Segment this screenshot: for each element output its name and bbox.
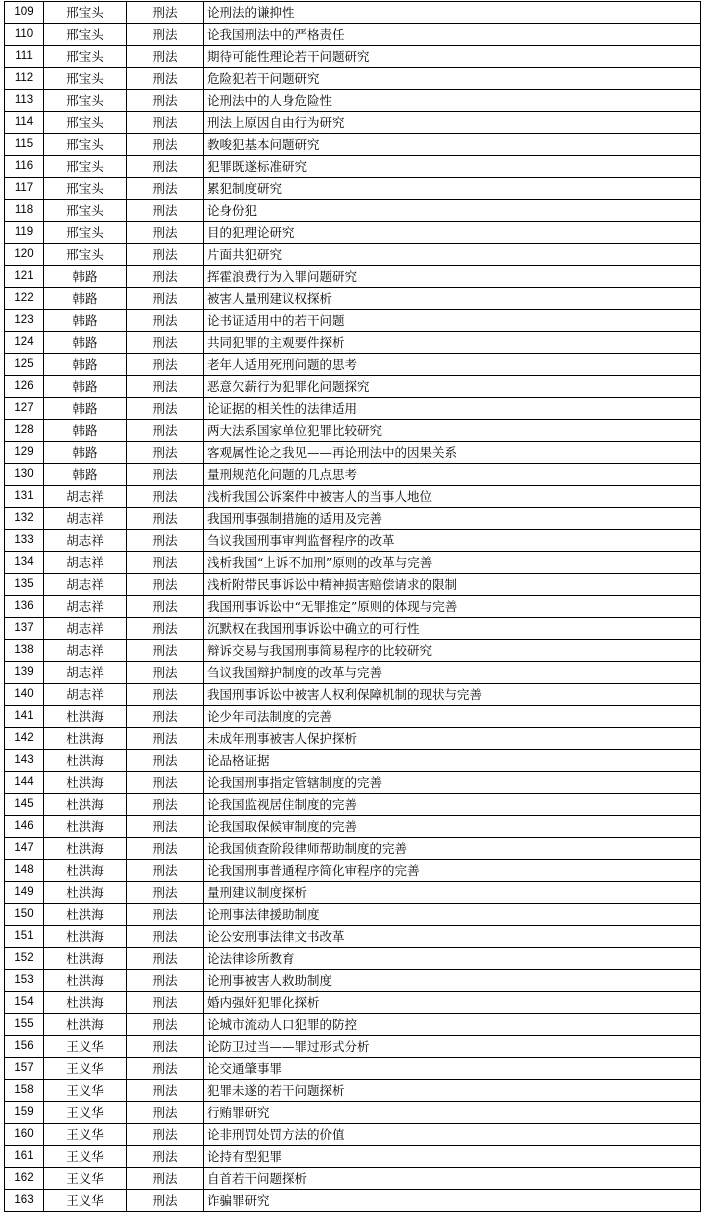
advisor-cell: 邢宝头 [44, 90, 127, 112]
thesis-title-cell: 我国刑事诉讼中“无罪推定”原则的体现与完善 [204, 596, 701, 618]
subject-cell: 刑法 [127, 486, 204, 508]
table-row [5, 464, 701, 486]
table-row [5, 1190, 701, 1212]
table-row [5, 904, 701, 926]
table-row [5, 838, 701, 860]
table-row [5, 1014, 701, 1036]
table-row [5, 508, 701, 530]
row-number-cell: 153 [5, 970, 44, 992]
advisor-cell: 邢宝头 [44, 112, 127, 134]
row-number-cell: 138 [5, 640, 44, 662]
advisor-cell: 王义华 [44, 1146, 127, 1168]
thesis-title-cell: 量刑规范化问题的几点思考 [204, 464, 701, 486]
table-row [5, 376, 701, 398]
table-row [5, 178, 701, 200]
subject-cell: 刑法 [127, 2, 204, 24]
row-number-cell: 127 [5, 398, 44, 420]
table-row [5, 750, 701, 772]
table-row [5, 398, 701, 420]
advisor-cell: 韩路 [44, 288, 127, 310]
row-number-cell: 140 [5, 684, 44, 706]
table-row [5, 948, 701, 970]
advisor-cell: 胡志祥 [44, 662, 127, 684]
row-number-cell: 137 [5, 618, 44, 640]
thesis-title-cell: 犯罪既遂标准研究 [204, 156, 701, 178]
advisor-cell: 王义华 [44, 1168, 127, 1190]
table-row [5, 222, 701, 244]
thesis-title-cell: 我国刑事强制措施的适用及完善 [204, 508, 701, 530]
table-row [5, 486, 701, 508]
table-row [5, 332, 701, 354]
row-number-cell: 132 [5, 508, 44, 530]
thesis-title-cell: 论我国监视居住制度的完善 [204, 794, 701, 816]
advisor-cell: 胡志祥 [44, 640, 127, 662]
advisor-cell: 韩路 [44, 332, 127, 354]
subject-cell: 刑法 [127, 794, 204, 816]
table-row [5, 992, 701, 1014]
row-number-cell: 122 [5, 288, 44, 310]
subject-cell: 刑法 [127, 420, 204, 442]
thesis-topic-sheet [4, 1, 701, 1212]
row-number-cell: 121 [5, 266, 44, 288]
row-number-cell: 145 [5, 794, 44, 816]
advisor-cell: 王义华 [44, 1080, 127, 1102]
advisor-cell: 韩路 [44, 354, 127, 376]
subject-cell: 刑法 [127, 574, 204, 596]
thesis-title-cell: 恶意欠薪行为犯罪化问题探究 [204, 376, 701, 398]
table-row [5, 684, 701, 706]
subject-cell: 刑法 [127, 552, 204, 574]
advisor-cell: 杜洪海 [44, 926, 127, 948]
table-row [5, 640, 701, 662]
subject-cell: 刑法 [127, 1036, 204, 1058]
thesis-title-cell: 婚内强奸犯罪化探析 [204, 992, 701, 1014]
subject-cell: 刑法 [127, 354, 204, 376]
row-number-cell: 126 [5, 376, 44, 398]
thesis-title-cell: 论刑法中的人身危险性 [204, 90, 701, 112]
row-number-cell: 133 [5, 530, 44, 552]
table-row [5, 200, 701, 222]
row-number-cell: 113 [5, 90, 44, 112]
table-row [5, 1168, 701, 1190]
row-number-cell: 114 [5, 112, 44, 134]
thesis-title-cell: 论证据的相关性的法律适用 [204, 398, 701, 420]
thesis-title-cell: 客观属性论之我见——再论刑法中的因果关系 [204, 442, 701, 464]
advisor-cell: 杜洪海 [44, 948, 127, 970]
subject-cell: 刑法 [127, 1190, 204, 1212]
advisor-cell: 杜洪海 [44, 1014, 127, 1036]
thesis-title-cell: 论刑事法律援助制度 [204, 904, 701, 926]
row-number-cell: 149 [5, 882, 44, 904]
row-number-cell: 158 [5, 1080, 44, 1102]
advisor-cell: 王义华 [44, 1036, 127, 1058]
thesis-title-cell: 挥霍浪费行为入罪问题研究 [204, 266, 701, 288]
advisor-cell: 韩路 [44, 464, 127, 486]
row-number-cell: 128 [5, 420, 44, 442]
row-number-cell: 130 [5, 464, 44, 486]
thesis-title-cell: 论城市流动人口犯罪的防控 [204, 1014, 701, 1036]
thesis-title-cell: 浅析附带民事诉讼中精神损害赔偿请求的限制 [204, 574, 701, 596]
row-number-cell: 148 [5, 860, 44, 882]
subject-cell: 刑法 [127, 222, 204, 244]
subject-cell: 刑法 [127, 882, 204, 904]
thesis-title-cell: 论刑法的谦抑性 [204, 2, 701, 24]
row-number-cell: 142 [5, 728, 44, 750]
advisor-cell: 韩路 [44, 310, 127, 332]
subject-cell: 刑法 [127, 376, 204, 398]
subject-cell: 刑法 [127, 1168, 204, 1190]
thesis-title-cell: 教唆犯基本问题研究 [204, 134, 701, 156]
thesis-title-cell: 刍议我国辩护制度的改革与完善 [204, 662, 701, 684]
row-number-cell: 119 [5, 222, 44, 244]
advisor-cell: 胡志祥 [44, 508, 127, 530]
advisor-cell: 韩路 [44, 420, 127, 442]
table-row [5, 288, 701, 310]
subject-cell: 刑法 [127, 442, 204, 464]
advisor-cell: 邢宝头 [44, 68, 127, 90]
advisor-cell: 王义华 [44, 1058, 127, 1080]
row-number-cell: 117 [5, 178, 44, 200]
thesis-title-cell: 论我国刑事普通程序简化审程序的完善 [204, 860, 701, 882]
subject-cell: 刑法 [127, 178, 204, 200]
subject-cell: 刑法 [127, 266, 204, 288]
thesis-title-cell: 危险犯若干问题研究 [204, 68, 701, 90]
advisor-cell: 杜洪海 [44, 970, 127, 992]
thesis-title-cell: 老年人适用死刑问题的思考 [204, 354, 701, 376]
thesis-title-cell: 自首若干问题探析 [204, 1168, 701, 1190]
advisor-cell: 邢宝头 [44, 134, 127, 156]
advisor-cell: 王义华 [44, 1124, 127, 1146]
thesis-title-cell: 刑法上原因自由行为研究 [204, 112, 701, 134]
subject-cell: 刑法 [127, 1080, 204, 1102]
subject-cell: 刑法 [127, 332, 204, 354]
row-number-cell: 124 [5, 332, 44, 354]
table-row [5, 420, 701, 442]
thesis-title-cell: 论我国侦查阶段律师帮助制度的完善 [204, 838, 701, 860]
subject-cell: 刑法 [127, 1058, 204, 1080]
subject-cell: 刑法 [127, 1014, 204, 1036]
row-number-cell: 143 [5, 750, 44, 772]
subject-cell: 刑法 [127, 68, 204, 90]
table-row [5, 266, 701, 288]
thesis-title-cell: 论公安刑事法律文书改革 [204, 926, 701, 948]
subject-cell: 刑法 [127, 200, 204, 222]
thesis-title-cell: 被害人量刑建议权探析 [204, 288, 701, 310]
subject-cell: 刑法 [127, 948, 204, 970]
table-row [5, 112, 701, 134]
subject-cell: 刑法 [127, 860, 204, 882]
row-number-cell: 157 [5, 1058, 44, 1080]
thesis-title-cell: 浅析我国公诉案件中被害人的当事人地位 [204, 486, 701, 508]
row-number-cell: 139 [5, 662, 44, 684]
advisor-cell: 胡志祥 [44, 618, 127, 640]
row-number-cell: 155 [5, 1014, 44, 1036]
advisor-cell: 杜洪海 [44, 992, 127, 1014]
thesis-title-cell: 诈骗罪研究 [204, 1190, 701, 1212]
table-row [5, 244, 701, 266]
thesis-title-cell: 论防卫过当——罪过形式分析 [204, 1036, 701, 1058]
thesis-title-cell: 论持有型犯罪 [204, 1146, 701, 1168]
subject-cell: 刑法 [127, 706, 204, 728]
advisor-cell: 邢宝头 [44, 46, 127, 68]
thesis-title-cell: 论刑事被害人救助制度 [204, 970, 701, 992]
subject-cell: 刑法 [127, 816, 204, 838]
subject-cell: 刑法 [127, 310, 204, 332]
table-row [5, 310, 701, 332]
subject-cell: 刑法 [127, 46, 204, 68]
thesis-title-cell: 两大法系国家单位犯罪比较研究 [204, 420, 701, 442]
subject-cell: 刑法 [127, 156, 204, 178]
advisor-cell: 胡志祥 [44, 530, 127, 552]
subject-cell: 刑法 [127, 772, 204, 794]
row-number-cell: 109 [5, 2, 44, 24]
subject-cell: 刑法 [127, 288, 204, 310]
advisor-cell: 胡志祥 [44, 684, 127, 706]
thesis-title-cell: 累犯制度研究 [204, 178, 701, 200]
advisor-cell: 杜洪海 [44, 728, 127, 750]
subject-cell: 刑法 [127, 618, 204, 640]
row-number-cell: 123 [5, 310, 44, 332]
advisor-cell: 邢宝头 [44, 200, 127, 222]
advisor-cell: 邢宝头 [44, 178, 127, 200]
table-row [5, 1146, 701, 1168]
advisor-cell: 韩路 [44, 376, 127, 398]
thesis-title-cell: 论我国刑法中的严格责任 [204, 24, 701, 46]
subject-cell: 刑法 [127, 508, 204, 530]
advisor-cell: 杜洪海 [44, 794, 127, 816]
table-row [5, 156, 701, 178]
table-row [5, 442, 701, 464]
row-number-cell: 152 [5, 948, 44, 970]
row-number-cell: 163 [5, 1190, 44, 1212]
table-row [5, 46, 701, 68]
thesis-title-cell: 论品格证据 [204, 750, 701, 772]
thesis-title-cell: 论少年司法制度的完善 [204, 706, 701, 728]
row-number-cell: 160 [5, 1124, 44, 1146]
row-number-cell: 147 [5, 838, 44, 860]
row-number-cell: 150 [5, 904, 44, 926]
row-number-cell: 120 [5, 244, 44, 266]
advisor-cell: 杜洪海 [44, 838, 127, 860]
table-row [5, 926, 701, 948]
row-number-cell: 141 [5, 706, 44, 728]
advisor-cell: 杜洪海 [44, 706, 127, 728]
subject-cell: 刑法 [127, 640, 204, 662]
advisor-cell: 杜洪海 [44, 860, 127, 882]
subject-cell: 刑法 [127, 596, 204, 618]
advisor-cell: 韩路 [44, 266, 127, 288]
thesis-title-cell: 沉默权在我国刑事诉讼中确立的可行性 [204, 618, 701, 640]
advisor-cell: 杜洪海 [44, 904, 127, 926]
table-row [5, 134, 701, 156]
subject-cell: 刑法 [127, 90, 204, 112]
table-row [5, 68, 701, 90]
row-number-cell: 156 [5, 1036, 44, 1058]
advisor-cell: 胡志祥 [44, 574, 127, 596]
thesis-title-cell: 片面共犯研究 [204, 244, 701, 266]
subject-cell: 刑法 [127, 684, 204, 706]
row-number-cell: 118 [5, 200, 44, 222]
table-row [5, 530, 701, 552]
thesis-title-cell: 浅析我国“上诉不加刑”原则的改革与完善 [204, 552, 701, 574]
table-row [5, 574, 701, 596]
table-row [5, 618, 701, 640]
row-number-cell: 110 [5, 24, 44, 46]
subject-cell: 刑法 [127, 112, 204, 134]
thesis-title-cell: 论交通肇事罪 [204, 1058, 701, 1080]
table-row [5, 860, 701, 882]
thesis-title-cell: 论我国刑事指定管辖制度的完善 [204, 772, 701, 794]
thesis-title-cell: 行贿罪研究 [204, 1102, 701, 1124]
row-number-cell: 112 [5, 68, 44, 90]
table-row [5, 662, 701, 684]
table-row [5, 706, 701, 728]
subject-cell: 刑法 [127, 24, 204, 46]
table-row [5, 1080, 701, 1102]
row-number-cell: 125 [5, 354, 44, 376]
subject-cell: 刑法 [127, 1124, 204, 1146]
row-number-cell: 154 [5, 992, 44, 1014]
table-row [5, 882, 701, 904]
thesis-title-cell: 未成年刑事被害人保护探析 [204, 728, 701, 750]
thesis-title-cell: 量刑建议制度探析 [204, 882, 701, 904]
thesis-title-cell: 论非刑罚处罚方法的价值 [204, 1124, 701, 1146]
subject-cell: 刑法 [127, 244, 204, 266]
subject-cell: 刑法 [127, 464, 204, 486]
table-row [5, 1124, 701, 1146]
advisor-cell: 邢宝头 [44, 156, 127, 178]
advisor-cell: 韩路 [44, 442, 127, 464]
advisor-cell: 杜洪海 [44, 816, 127, 838]
subject-cell: 刑法 [127, 838, 204, 860]
subject-cell: 刑法 [127, 530, 204, 552]
subject-cell: 刑法 [127, 134, 204, 156]
row-number-cell: 159 [5, 1102, 44, 1124]
row-number-cell: 146 [5, 816, 44, 838]
table-row [5, 552, 701, 574]
thesis-title-cell: 论书证适用中的若干问题 [204, 310, 701, 332]
advisor-cell: 杜洪海 [44, 750, 127, 772]
table-row [5, 970, 701, 992]
subject-cell: 刑法 [127, 398, 204, 420]
table-row [5, 1058, 701, 1080]
subject-cell: 刑法 [127, 970, 204, 992]
thesis-title-cell: 目的犯理论研究 [204, 222, 701, 244]
thesis-title-cell: 刍议我国刑事审判监督程序的改革 [204, 530, 701, 552]
thesis-title-cell: 期待可能性理论若干问题研究 [204, 46, 701, 68]
table-row [5, 90, 701, 112]
thesis-title-cell: 辩诉交易与我国刑事简易程序的比较研究 [204, 640, 701, 662]
advisor-cell: 王义华 [44, 1190, 127, 1212]
thesis-title-cell: 论我国取保候审制度的完善 [204, 816, 701, 838]
advisor-cell: 韩路 [44, 398, 127, 420]
table-row [5, 1102, 701, 1124]
row-number-cell: 162 [5, 1168, 44, 1190]
subject-cell: 刑法 [127, 904, 204, 926]
table-row [5, 354, 701, 376]
row-number-cell: 129 [5, 442, 44, 464]
table-row [5, 24, 701, 46]
thesis-title-cell: 论法律诊所教育 [204, 948, 701, 970]
subject-cell: 刑法 [127, 750, 204, 772]
row-number-cell: 115 [5, 134, 44, 156]
row-number-cell: 116 [5, 156, 44, 178]
advisor-cell: 邢宝头 [44, 244, 127, 266]
table-body [5, 2, 701, 1212]
table-row [5, 1036, 701, 1058]
advisor-cell: 胡志祥 [44, 486, 127, 508]
thesis-title-cell: 共同犯罪的主观要件探析 [204, 332, 701, 354]
row-number-cell: 111 [5, 46, 44, 68]
subject-cell: 刑法 [127, 1146, 204, 1168]
advisor-cell: 胡志祥 [44, 552, 127, 574]
thesis-title-cell: 我国刑事诉讼中被害人权利保障机制的现状与完善 [204, 684, 701, 706]
subject-cell: 刑法 [127, 662, 204, 684]
advisor-cell: 邢宝头 [44, 222, 127, 244]
row-number-cell: 136 [5, 596, 44, 618]
advisor-cell: 王义华 [44, 1102, 127, 1124]
table-row [5, 772, 701, 794]
row-number-cell: 161 [5, 1146, 44, 1168]
advisor-cell: 胡志祥 [44, 596, 127, 618]
row-number-cell: 151 [5, 926, 44, 948]
row-number-cell: 135 [5, 574, 44, 596]
subject-cell: 刑法 [127, 728, 204, 750]
subject-cell: 刑法 [127, 926, 204, 948]
table-row [5, 794, 701, 816]
advisor-cell: 邢宝头 [44, 2, 127, 24]
thesis-title-cell: 犯罪未遂的若干问题探析 [204, 1080, 701, 1102]
advisor-cell: 杜洪海 [44, 882, 127, 904]
table-row [5, 728, 701, 750]
table-row [5, 596, 701, 618]
row-number-cell: 131 [5, 486, 44, 508]
advisor-cell: 杜洪海 [44, 772, 127, 794]
thesis-title-cell: 论身份犯 [204, 200, 701, 222]
table-row [5, 2, 701, 24]
row-number-cell: 134 [5, 552, 44, 574]
subject-cell: 刑法 [127, 1102, 204, 1124]
subject-cell: 刑法 [127, 992, 204, 1014]
thesis-topic-table [4, 1, 701, 1212]
row-number-cell: 144 [5, 772, 44, 794]
table-row [5, 816, 701, 838]
advisor-cell: 邢宝头 [44, 24, 127, 46]
